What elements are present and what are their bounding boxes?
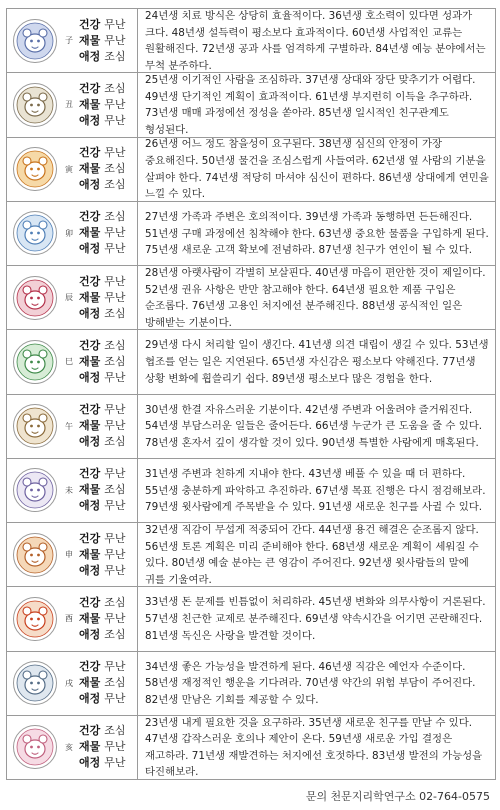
zodiac-hanja: 戌 [65,678,73,688]
wealth-rating [79,482,137,498]
fortune-text-cell [137,73,495,136]
health-label: 건강 [79,467,101,481]
fortune-ratings [75,138,137,201]
health-rating [79,209,137,225]
love-rating [79,306,137,322]
wealth-label: 재물 [79,97,101,111]
zodiac-row [7,9,495,73]
health-label: 건강 [79,660,101,674]
love-label: 애정 [79,178,101,192]
health-value: 조심 [104,724,126,738]
fortune-text-cell [137,202,495,265]
wealth-rating [79,97,137,113]
fortune-text: 23년생 내게 필요한 것을 요구하라. 35년생 새로운 친구를 만날 수 있다. 47년생 갑작스러운 호의나 제안이 온다. 59년생 새로운 가입 결정은 재고하라. 71년생 재발견하는 처지에선 호젓하다. 83년생 발전의 가능성을 타진해보라. [145,716,483,779]
fortune-text-cell [137,395,495,458]
zodiac-row [7,395,495,459]
wealth-rating [79,418,137,434]
love-rating [79,755,137,771]
pig-icon [7,716,63,779]
fortune-text-cell [137,587,495,650]
wealth-rating [79,547,137,563]
snake-icon [7,330,63,393]
health-rating [79,466,137,482]
wealth-value: 조심 [104,354,126,368]
fortune-ratings [75,73,137,136]
health-value: 무난 [104,274,126,288]
fortune-ratings [75,395,137,458]
health-rating [79,145,137,161]
wealth-label: 재물 [79,611,101,625]
fortune-text: 29년생 다시 처리할 일이 생긴다. 41년생 의견 대립이 생길 수 있다. 53년생 협조를 얻는 일은 지연된다. 65년생 자신감은 평소보다 약해진다. 77년생 상황 변화에 휩쓸리기 쉽다. 89년생 평소보다 많은 경험을 한다. [145,339,489,385]
love-label: 애정 [79,306,101,320]
zodiac-row [7,652,495,716]
dog-icon [7,652,63,715]
wealth-rating [79,739,137,755]
wealth-rating [79,161,137,177]
fortune-ratings [75,459,137,522]
health-value: 무난 [104,660,126,674]
fortune-text-cell [137,330,495,393]
fortune-text: 26년생 어느 정도 참을성이 요구된다. 38년생 심신의 안정이 가장 중요해진다. 50년생 물건을 조심스럽게 사들여라. 62년생 옆 사람의 기분을 살펴야 한다. 74년생 적당히 마셔야 심신이 편하다. 86년생 상대에게 연민을 느낄 수 있다. [145,138,489,201]
zodiac-row [7,202,495,266]
love-rating [79,177,137,193]
zodiac-row [7,330,495,394]
dragon-icon [7,266,63,329]
footer-contact: 문의 천문지리학연구소 02-764-0575 [305,790,490,803]
zodiac-row [7,459,495,523]
rabbit-icon [7,202,63,265]
wealth-label: 재물 [79,290,101,304]
love-label: 애정 [79,563,101,577]
health-rating [79,723,137,739]
fortune-text-cell [137,459,495,522]
zodiac-row [7,266,495,330]
love-label: 애정 [79,756,101,770]
health-value: 조심 [104,338,126,352]
zodiac-hanja: 申 [65,550,73,560]
zodiac-hanja: 酉 [65,614,73,624]
fortune-ratings [75,266,137,329]
health-label: 건강 [79,274,101,288]
fortune-text: 24년생 치료 방식은 상당히 효율적이다. 36년생 호소력이 있다면 성과가 크다. 48년생 설득력이 평소보다 효과적이다. 60년생 사업적인 교류는 원활해진다. 72년생 공과 사를 엄격하게 구별하라. 84년생 예능 분야에서는 무척 분주하다. [145,9,486,72]
zodiac-hanja: 辰 [65,293,73,303]
sheep-icon [7,459,63,522]
health-label: 건강 [79,81,101,95]
zodiac-hanja: 寅 [65,164,73,174]
love-value: 무난 [104,370,126,384]
love-rating [79,563,137,579]
fortune-text-cell [137,266,495,329]
health-label: 건강 [79,338,101,352]
health-rating [79,338,137,354]
fortune-ratings [75,652,137,715]
love-value: 무난 [104,499,126,513]
fortune-text-cell [137,523,495,586]
love-value: 조심 [104,435,126,449]
zodiac-row [7,73,495,137]
zodiac-hanja: 卯 [65,228,73,238]
health-label: 건강 [79,210,101,224]
love-value: 조심 [104,178,126,192]
wealth-label: 재물 [79,676,101,690]
ox-icon [7,73,63,136]
wealth-value: 무난 [104,97,126,111]
health-label: 건강 [79,595,101,609]
health-label: 건강 [79,146,101,160]
zodiac-row [7,523,495,587]
wealth-rating [79,225,137,241]
zodiac-hanja: 巳 [65,357,73,367]
horse-icon [7,395,63,458]
health-rating [79,402,137,418]
wealth-value: 무난 [104,33,126,47]
health-rating [79,659,137,675]
love-label: 애정 [79,692,101,706]
wealth-label: 재물 [79,33,101,47]
wealth-label: 재물 [79,483,101,497]
zodiac-hanja: 午 [65,421,73,431]
love-label: 애정 [79,49,101,63]
health-label: 건강 [79,531,101,545]
zodiac-hanja: 亥 [65,742,73,752]
health-value: 무난 [104,531,126,545]
wealth-value: 무난 [104,547,126,561]
love-rating [79,49,137,65]
fortune-text: 30년생 한결 자유스러운 기분이다. 42년생 주변과 어울려야 즐거워진다. 54년생 부담스러운 일들은 줄어든다. 66년생 누군가 큰 도움을 줄 수 있다. 78년생 혼자서 깊이 생각할 것이 있다. 90년생 특별한 사람에게 매혹된다. [145,403,483,449]
fortune-text-cell [137,138,495,201]
health-rating [79,531,137,547]
zodiac-fortune-table [6,8,496,780]
fortune-text: 31년생 주변과 친하게 지내야 한다. 43년생 베풀 수 있을 때 더 편하다. 55년생 충분하게 파악하고 추진하라. 67년생 목표 진행은 다시 점검해보라. 79년생 윗사람에게 주목받을 수 있다. 91년생 새로운 친구를 사귈 수 있다. [145,467,486,514]
fortune-ratings [75,716,137,779]
fortune-text: 25년생 이기적인 사람을 조심하라. 37년생 상대와 장단 맞추기가 어렵다. 49년생 단기적인 계획이 효과적이다. 61년생 부지런히 이득을 추구하라. 73년생 매매 과정에선 정성을 쏟아라. 85년생 일시적인 친구관계도 형성된다. [145,74,476,136]
love-value: 조심 [104,49,126,63]
love-rating [79,370,137,386]
love-label: 애정 [79,627,101,641]
health-value: 무난 [104,467,126,481]
tiger-icon [7,138,63,201]
health-value: 무난 [104,146,126,160]
wealth-rating [79,290,137,306]
zodiac-row [7,138,495,202]
health-rating [79,17,137,33]
love-rating [79,498,137,514]
wealth-value: 무난 [104,226,126,240]
fortune-ratings [75,9,137,72]
zodiac-hanja: 子 [65,36,73,46]
zodiac-row [7,587,495,651]
love-label: 애정 [79,113,101,127]
fortune-text: 28년생 아랫사람이 각별히 보살핀다. 40년생 마음이 편안한 것이 제일이다. 52년생 권유 사항은 반만 참고해야 한다. 64년생 필요한 제품 구입은 순조롭다. 76년생 고용인 처지에선 분주해진다. 88년생 공식적인 일은 방해받는 기분이다. [145,266,486,329]
health-label: 건강 [79,724,101,738]
fortune-text-cell [137,652,495,715]
wealth-label: 재물 [79,419,101,433]
fortune-text: 33년생 돈 문제를 빈틈없이 처리하라. 45년생 변화와 의무사항이 거론된다. 57년생 친근한 교제로 분주해진다. 69년생 약속시간을 어기면 곤란해진다. 81년생 독신은 사랑을 발견할 것이다. [145,596,486,642]
love-value: 무난 [104,113,126,127]
health-value: 무난 [104,403,126,417]
fortune-text: 27년생 가족과 주변은 호의적이다. 39년생 가족과 동행하면 든든해진다. 51년생 구매 과정에선 침착해야 한다. 63년생 중요한 물품을 구입하게 된다. 75년생 새로운 고객 확보에 전념하라. 87년생 친구가 연인이 될 수 있다. [145,210,489,257]
zodiac-hanja: 未 [65,485,73,495]
health-value: 무난 [104,17,126,31]
monkey-icon [7,523,63,586]
wealth-label: 재물 [79,354,101,368]
fortune-ratings [75,330,137,393]
wealth-rating [79,33,137,49]
wealth-label: 재물 [79,547,101,561]
love-label: 애정 [79,242,101,256]
love-value: 무난 [104,756,126,770]
wealth-label: 재물 [79,162,101,176]
love-value: 무난 [104,692,126,706]
wealth-rating [79,675,137,691]
health-value: 조심 [104,81,126,95]
fortune-text: 32년생 직감이 무섭게 적중되어 간다. 44년생 용건 해결은 순조롭지 않다. 56년생 토론 계획은 미리 준비해야 한다. 68년생 새로운 계획이 세워질 수 있다. 80년생 예술 분야는 큰 영감이 주어진다. 92년생 윗사람들의 말에 귀를 기울여라. [145,523,479,586]
love-rating [79,691,137,707]
fortune-ratings [75,202,137,265]
fortune-text-cell [137,9,495,72]
wealth-value: 무난 [104,611,126,625]
wealth-value: 조심 [104,162,126,176]
love-value: 조심 [104,306,126,320]
love-label: 애정 [79,370,101,384]
wealth-label: 재물 [79,226,101,240]
fortune-text-cell [137,716,495,779]
love-value: 무난 [104,563,126,577]
rat-icon [7,9,63,72]
love-value: 무난 [104,242,126,256]
wealth-value: 무난 [104,419,126,433]
love-rating [79,113,137,129]
health-label: 건강 [79,17,101,31]
health-rating [79,274,137,290]
wealth-value: 무난 [104,740,126,754]
love-label: 애정 [79,435,101,449]
wealth-value: 조심 [104,483,126,497]
wealth-rating [79,354,137,370]
love-value: 조심 [104,627,126,641]
love-rating [79,434,137,450]
wealth-rating [79,611,137,627]
wealth-label: 재물 [79,740,101,754]
fortune-text: 34년생 좋은 가능성을 발견하게 된다. 46년생 직감은 예언자 수준이다. 58년생 재정적인 행운을 기다려라. 70년생 약간의 위험 부담이 주어진다. 82년생 만남은 기회를 제공할 수 있다. [145,660,476,706]
health-value: 조심 [104,210,126,224]
health-rating [79,595,137,611]
health-value: 조심 [104,595,126,609]
zodiac-hanja: 丑 [65,100,73,110]
health-label: 건강 [79,403,101,417]
fortune-ratings [75,587,137,650]
love-rating [79,241,137,257]
fortune-ratings [75,523,137,586]
rooster-icon [7,587,63,650]
wealth-value: 조심 [104,676,126,690]
zodiac-row [7,716,495,779]
love-label: 애정 [79,499,101,513]
love-rating [79,627,137,643]
wealth-value: 무난 [104,290,126,304]
health-rating [79,81,137,97]
